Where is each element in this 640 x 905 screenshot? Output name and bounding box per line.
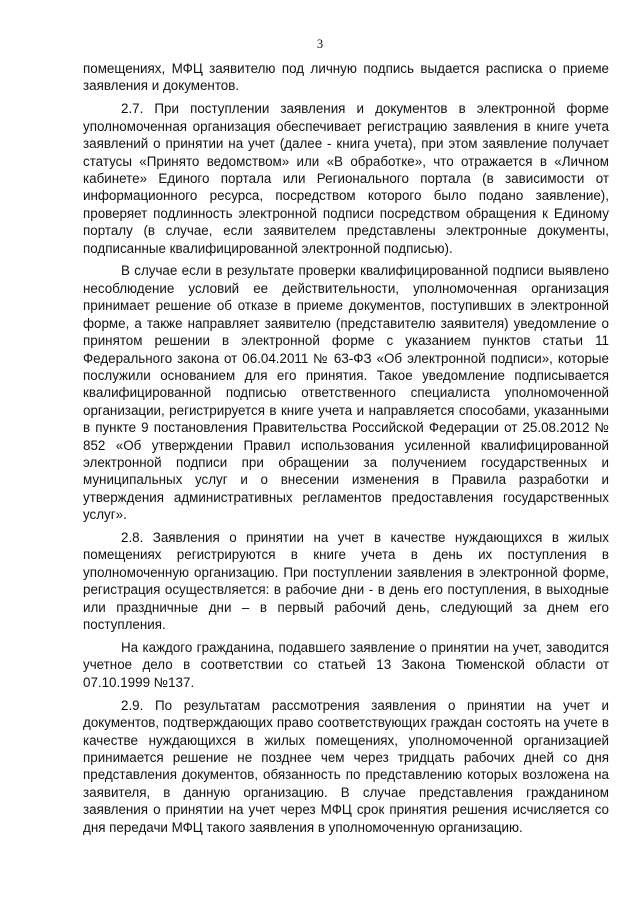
document-body <box>83 60 609 841</box>
paragraph-2-7: 2.7. При поступлении заявления и документов в электронной форме уполномоченная организация обеспечивает регистрацию заявления в книге учета заявлений о принятии на учет (далее - книга учета), при этом заявление получает статусы «Принято ведомством» или «В обработке», что отражается в «Личном кабинете» Единого портала или Регионального портала (в зависимости от информационного ресурса, посредством которого было подано заявление), проверяет подлинность электронной подписи посредством обращения к Единому порталу (в случае, если заявителем представлены электронные документы, подписанные квалифицированной электронной подписью). <box>83 101 609 256</box>
paragraph-case-file: На каждого гражданина, подавшего заявление о принятии на учет, заводится учетное дело в соответствии со статьей 13 Закона Тюменской области от 07.10.1999 №137. <box>83 640 609 690</box>
paragraph-2-8: 2.8. Заявления о принятии на учет в качестве нуждающихся в жилых помещениях регистрируются в книге учета в день их поступления в уполномоченную организацию. При поступлении заявления в электронной форме, регистрация осуществляется: в рабочие дни - в день его поступления, в выходные или праздничные дни – в первый рабочий день, следующий за днем его поступления. <box>83 530 609 633</box>
paragraph-continuation: помещениях, МФЦ заявителю под личную подпись выдается расписка о приеме заявления и документов. <box>83 61 609 94</box>
paragraph-signature-check: В случае если в результате проверки квалифицированной подписи выявлено несоблюдение условий ее действительности, уполномоченная организация принимает решение об отказе в приеме документов, поступивших в электронной форме, а также направляет заявителю (представителю заявителя) уведомление о принятом решении в электронной форме с указанием пунктов статьи 11 Федерального закона от 06.04.2011 № 63-ФЗ «Об электронной подписи», которые послужили основанием для его принятия. Такое уведомление подписывается квалифицированной подписью ответственного специалиста уполномоченной организации, регистрируется в книге учета и направляется способами, указанными в пункте 9 постановления Правительства Российской Федерации от 25.08.2012 № 852 «Об утверждении Правил использования усиленной квалифицированной электронной подписи при обращении за получением государственных и муниципальных услуг и о внесении изменения в Правила разработки и утверждения административных регламентов предоставления государственных услуг». <box>83 263 609 523</box>
page-number: 3 <box>316 37 324 51</box>
paragraph-2-9: 2.9. По результатам рассмотрения заявления о принятии на учет и документов, подтверждающих право соответствующих граждан состоять на учете в качестве нуждающихся в жилых помещениях, уполномоченной организацией принимается решение не позднее чем через тридцать рабочих дней со дня представления документов, обязанность по представлению которых возложена на заявителя, в данную организацию. В случае представления гражданином заявления о принятии на учет через МФЦ срок принятия решения исчисляется со дня передачи МФЦ такого заявления в уполномоченную организацию. <box>83 697 609 835</box>
